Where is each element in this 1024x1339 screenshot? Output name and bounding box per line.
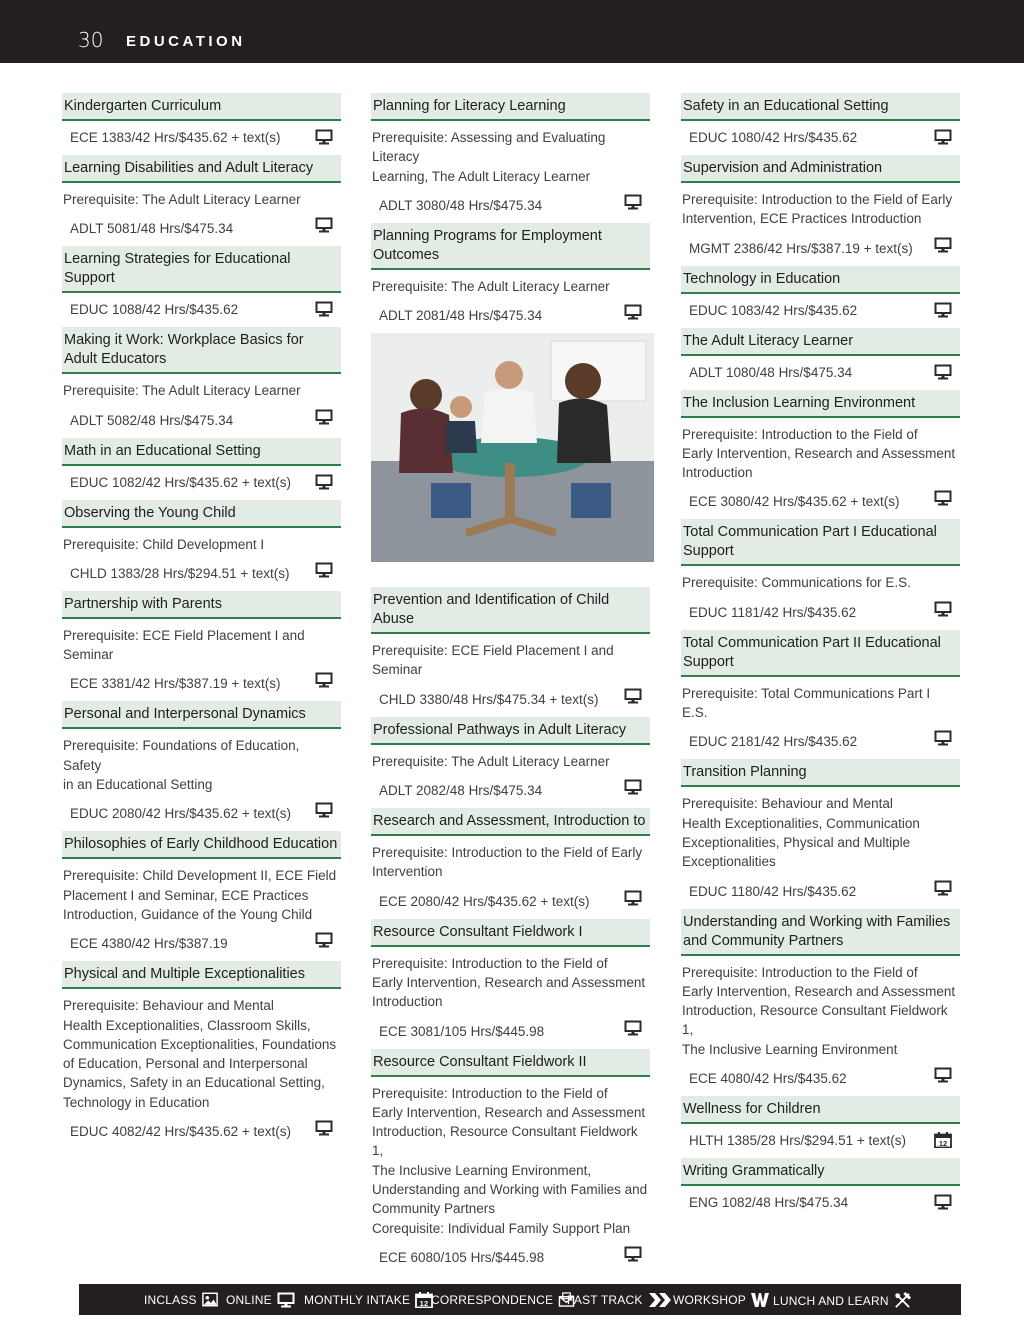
course-code-text: ENG 1082/48 Hrs/$475.34 <box>689 1195 849 1211</box>
course-code <box>681 294 960 320</box>
course-title: Observing the Young Child <box>62 500 341 528</box>
course-code <box>62 466 341 492</box>
course-code <box>681 356 960 382</box>
course-title: Resource Consultant Fieldwork II <box>371 1049 650 1077</box>
online-icon <box>315 1120 333 1136</box>
course-title: The Inclusion Learning Environment <box>681 390 960 418</box>
course-prerequisite: Prerequisite: The Adult Literacy Learner <box>63 383 301 399</box>
course-code-text: EDUC 1082/42 Hrs/$435.62 + text(s) <box>70 474 291 490</box>
course-supervision-and-administration <box>681 155 960 258</box>
online-icon <box>315 802 333 818</box>
course-code-text: ADLT 5082/48 Hrs/$475.34 <box>70 412 234 428</box>
course-code <box>371 771 650 800</box>
course-understanding-and-working-with-families-and-community-partners <box>681 909 960 1088</box>
course-prerequisite: Prerequisite: Introduction to the Field of Early Intervention <box>372 845 643 880</box>
inclass-icon <box>202 1292 218 1307</box>
course-code <box>62 794 341 823</box>
course-code-text: ADLT 3080/48 Hrs/$475.34 <box>379 197 543 213</box>
online-icon <box>934 1194 952 1210</box>
course-code-text: ECE 3381/42 Hrs/$387.19 + text(s) <box>70 676 281 692</box>
course-resource-consultant-fieldwork-ii <box>371 1049 650 1267</box>
course-prerequisite: Prerequisite: Communications for E.S. <box>682 575 911 591</box>
course-prerequisite: Prerequisite: ECE Field Placement I and Seminar <box>63 627 305 663</box>
course-code-text: ECE 4080/42 Hrs/$435.62 <box>689 1071 847 1087</box>
course-personal-and-interpersonal-dynamics <box>62 701 341 823</box>
legend-label: LUNCH AND LEARN <box>773 1293 889 1308</box>
course-resource-consultant-fieldwork-i <box>371 919 650 1041</box>
course-title: Prevention and Identification of Child Abuse <box>371 587 650 634</box>
course-column-2 <box>371 93 650 1275</box>
online-icon <box>624 890 642 906</box>
course-code-text: ECE 1383/42 Hrs/$435.62 + text(s) <box>70 130 281 145</box>
online-icon <box>315 301 333 317</box>
online-icon <box>934 302 952 318</box>
course-safety-in-an-educational-setting <box>681 93 960 147</box>
course-code-text: EDUC 4082/42 Hrs/$435.62 + text(s) <box>70 1124 291 1140</box>
course-column-3 <box>681 93 960 1220</box>
course-code <box>62 401 341 430</box>
course-professional-pathways-in-adult-literacy <box>371 717 650 800</box>
course-the-adult-literacy-learner <box>681 328 960 382</box>
course-title: Kindergarten Curriculum <box>62 93 341 121</box>
course-learning-disabilities-and-adult-literacy <box>62 155 341 238</box>
online-icon <box>624 304 642 320</box>
course-code <box>681 1059 960 1088</box>
course-code <box>371 296 650 325</box>
course-code <box>62 209 341 238</box>
legend-label: MONTHLY INTAKE <box>304 1293 411 1307</box>
course-code <box>62 293 341 319</box>
course-code-text: ADLT 5081/48 Hrs/$475.34 <box>70 221 234 237</box>
course-code-text: ADLT 1080/48 Hrs/$475.34 <box>689 364 853 380</box>
online-icon <box>934 1067 952 1083</box>
course-code <box>681 872 960 901</box>
course-prerequisite: Prerequisite: ECE Field Placement I and Seminar <box>372 643 614 678</box>
course-prerequisite: Prerequisite: Child Development II, ECE Field Placement I and Seminar, ECE Practices Introduction, Guidance of the Young Child <box>63 868 337 922</box>
page-number: 30 <box>78 28 104 52</box>
legend-item-workshop <box>673 1292 769 1308</box>
course-title: Personal and Interpersonal Dynamics <box>62 701 341 729</box>
course-title: Supervision and Administration <box>681 155 960 183</box>
online-icon <box>315 932 333 948</box>
course-title: Professional Pathways in Adult Literacy <box>371 717 650 745</box>
course-code <box>681 1124 960 1150</box>
course-title: Making it Work: Workplace Basics for Adult Educators <box>62 327 341 374</box>
course-prerequisite: Prerequisite: The Adult Literacy Learner <box>372 753 610 769</box>
section-title: EDUCATION <box>126 33 246 50</box>
course-code <box>681 121 960 147</box>
online-icon <box>315 672 333 688</box>
course-title: Partnership with Parents <box>62 591 341 619</box>
course-partnership-with-parents <box>62 591 341 694</box>
course-title: Math in an Educational Setting <box>62 438 341 466</box>
course-observing-the-young-child <box>62 500 341 583</box>
course-prerequisite: Prerequisite: Introduction to the Field of Early Intervention, Research and Assessment Introduction, Resource Consultant Fieldwork 1, The Inclusive Learning Environment, Understanding and Working with Families and Community Partners <box>372 1085 648 1217</box>
online-icon <box>934 880 952 896</box>
course-code-text: CHLD 3380/48 Hrs/$475.34 + text(s) <box>379 691 599 707</box>
lunch-and-learn-icon <box>894 1292 911 1309</box>
course-title: Understanding and Working with Families and Community Partners <box>681 909 960 956</box>
legend-item-online <box>226 1292 295 1308</box>
course-prerequisite: Prerequisite: Introduction to the Field of Early Intervention, ECE Practices Introduction <box>682 192 953 227</box>
course-philosophies-of-early-childhood-education <box>62 831 341 953</box>
course-code-text: CHLD 1383/28 Hrs/$294.51 + text(s) <box>70 565 290 581</box>
legend-label: FAST TRACK <box>567 1293 643 1307</box>
course-code <box>681 482 960 511</box>
course-title: Resource Consultant Fieldwork I <box>371 919 650 947</box>
course-column-1 <box>62 93 341 1149</box>
course-code <box>371 882 650 911</box>
legend-label: ONLINE <box>226 1293 272 1307</box>
course-prerequisite: Prerequisite: Introduction to the Field of Early Intervention, Research and Assessment Introduction <box>682 426 956 481</box>
classroom-photo-illustration <box>371 333 654 562</box>
online-icon <box>315 474 333 490</box>
course-code-text: HLTH 1385/28 Hrs/$294.51 + text(s) <box>689 1133 906 1149</box>
course-learning-strategies-for-educational-support <box>62 246 341 319</box>
course-prerequisite: Prerequisite: The Adult Literacy Learner <box>372 278 610 294</box>
course-title: Wellness for Children <box>681 1096 960 1124</box>
monthly-intake-icon <box>934 1132 952 1148</box>
online-icon <box>315 562 333 578</box>
course-making-it-work-workplace-basics-for-adult-educators <box>62 327 341 429</box>
course-prerequisite: Prerequisite: Behaviour and Mental Health Exceptionalities, Classroom Skills, Communication Exceptionalities, Foundations of Education, Personal and Interpersonal Dynamics, Safety in an Educational Setting, Technology in Education <box>63 998 337 1110</box>
online-icon <box>315 409 333 425</box>
course-code <box>681 229 960 258</box>
course-transition-planning <box>681 759 960 900</box>
legend-label: INCLASS <box>144 1292 197 1307</box>
course-total-communication-part-i-educational-support <box>681 519 960 621</box>
course-writing-grammatically <box>681 1158 960 1212</box>
online-icon <box>934 601 952 617</box>
legend-item-correspondence <box>431 1292 575 1307</box>
course-code-text: EDUC 1080/42 Hrs/$435.62 <box>689 130 858 145</box>
legend-item-inclass <box>144 1292 218 1307</box>
course-code <box>371 1238 650 1267</box>
course-code-text: ECE 4380/42 Hrs/$387.19 <box>70 936 228 952</box>
course-code-text: EDUC 2080/42 Hrs/$435.62 + text(s) <box>70 806 291 822</box>
course-code-text: EDUC 1181/42 Hrs/$435.62 <box>689 604 857 620</box>
online-icon <box>624 688 642 704</box>
course-title: Technology in Education <box>681 266 960 294</box>
course-corequisite: Corequisite: Individual Family Support Plan <box>372 1220 631 1236</box>
course-code <box>62 664 341 693</box>
legend-item-fast-track <box>567 1292 672 1308</box>
course-physical-and-multiple-exceptionalities <box>62 961 341 1141</box>
course-planning-programs-for-employment-outcomes <box>371 223 650 325</box>
course-title: Learning Disabilities and Adult Literacy <box>62 155 341 183</box>
legend-item-lunch-and-learn <box>773 1292 911 1309</box>
course-prerequisite: Prerequisite: Child Development I <box>63 536 265 552</box>
online-icon <box>934 129 952 145</box>
course-code-text: MGMT 2386/42 Hrs/$387.19 + text(s) <box>689 240 913 256</box>
online-icon <box>934 490 952 506</box>
course-code-text: ECE 3080/42 Hrs/$435.62 + text(s) <box>689 494 900 510</box>
svg-text:12: 12 <box>938 1138 948 1148</box>
delivery-legend <box>79 1284 961 1315</box>
course-math-in-an-educational-setting <box>62 438 341 492</box>
course-code-text: ECE 3081/105 Hrs/$445.98 <box>379 1023 545 1039</box>
page-header <box>0 0 1024 63</box>
course-code <box>681 722 960 751</box>
classroom-photo <box>371 333 654 562</box>
workshop-icon <box>751 1292 769 1308</box>
course-prerequisite: Prerequisite: Introduction to the Field of Early Intervention, Research and Assessment Introduction, Resource Consultant Fieldwork 1, The Inclusive Learning Environment <box>682 964 956 1057</box>
course-code-text: ECE 2080/42 Hrs/$435.62 + text(s) <box>379 893 590 909</box>
online-icon <box>624 1246 642 1262</box>
course-the-inclusion-learning-environment <box>681 390 960 512</box>
course-code <box>681 1186 960 1212</box>
course-code-text: EDUC 2181/42 Hrs/$435.62 <box>689 734 858 750</box>
course-title: Total Communication Part I Educational Support <box>681 519 960 566</box>
online-icon <box>934 730 952 746</box>
course-title: Physical and Multiple Exceptionalities <box>62 961 341 989</box>
online-icon <box>934 237 952 253</box>
course-prerequisite: Prerequisite: Total Communications Part I E.S. <box>682 685 931 721</box>
course-prerequisite: Prerequisite: Introduction to the Field of Early Intervention, Research and Assessment Introduction <box>372 955 646 1010</box>
course-code <box>62 924 341 953</box>
online-icon <box>315 217 333 233</box>
course-title: Planning for Literacy Learning <box>371 93 650 121</box>
course-title: Writing Grammatically <box>681 1158 960 1186</box>
svg-text:12: 12 <box>419 1298 429 1308</box>
course-total-communication-part-ii-educational-support <box>681 630 960 752</box>
course-title: Planning Programs for Employment Outcomes <box>371 223 650 270</box>
online-icon <box>624 1020 642 1036</box>
legend-label: CORRESPONDENCE <box>431 1292 554 1307</box>
course-title: Safety in an Educational Setting <box>681 93 960 121</box>
course-prerequisite: Prerequisite: Foundations of Education, Safety in an Educational Setting <box>63 738 300 793</box>
course-wellness-for-children <box>681 1096 960 1150</box>
course-research-and-assessment-introduction-to <box>371 808 650 911</box>
course-code <box>62 121 341 147</box>
course-technology-in-education <box>681 266 960 320</box>
course-title: Learning Strategies for Educational Support <box>62 246 341 293</box>
online-icon <box>624 779 642 795</box>
course-code-text: ADLT 2082/48 Hrs/$475.34 <box>379 783 543 799</box>
online-icon <box>624 194 642 210</box>
course-code <box>371 680 650 709</box>
course-title: The Adult Literacy Learner <box>681 328 960 356</box>
course-code <box>371 186 650 215</box>
course-code <box>62 554 341 583</box>
course-code-text: ADLT 2081/48 Hrs/$475.34 <box>379 308 543 324</box>
course-title: Philosophies of Early Childhood Education <box>62 831 341 859</box>
course-kindergarten-curriculum <box>62 93 341 147</box>
course-prerequisite: Prerequisite: Behaviour and Mental Health Exceptionalities, Communication Exceptionalities, Physical and Multiple Exceptionalities <box>682 796 920 870</box>
legend-item-monthly-intake <box>304 1292 433 1308</box>
course-prevention-and-identification-of-child-abuse <box>371 587 650 709</box>
fast-track-icon <box>648 1292 672 1308</box>
legend-label: WORKSHOP <box>673 1293 746 1307</box>
course-code <box>62 1112 341 1141</box>
online-icon <box>315 129 333 145</box>
course-title: Research and Assessment, Introduction to <box>371 808 650 836</box>
course-title: Transition Planning <box>681 759 960 787</box>
course-code-text: EDUC 1083/42 Hrs/$435.62 <box>689 302 858 318</box>
online-icon <box>277 1292 295 1308</box>
course-code-text: EDUC 1180/42 Hrs/$435.62 <box>689 883 857 899</box>
course-code <box>681 593 960 622</box>
course-title: Total Communication Part II Educational Support <box>681 630 960 677</box>
online-icon <box>934 364 952 380</box>
course-code <box>371 1012 650 1041</box>
course-prerequisite: Prerequisite: Assessing and Evaluating Literacy Learning, The Adult Literacy Learner <box>372 130 606 184</box>
course-prerequisite: Prerequisite: The Adult Literacy Learner <box>63 192 301 207</box>
course-planning-for-literacy-learning <box>371 93 650 215</box>
course-code-text: EDUC 1088/42 Hrs/$435.62 <box>70 302 239 318</box>
course-code-text: ECE 6080/105 Hrs/$445.98 <box>379 1249 545 1265</box>
